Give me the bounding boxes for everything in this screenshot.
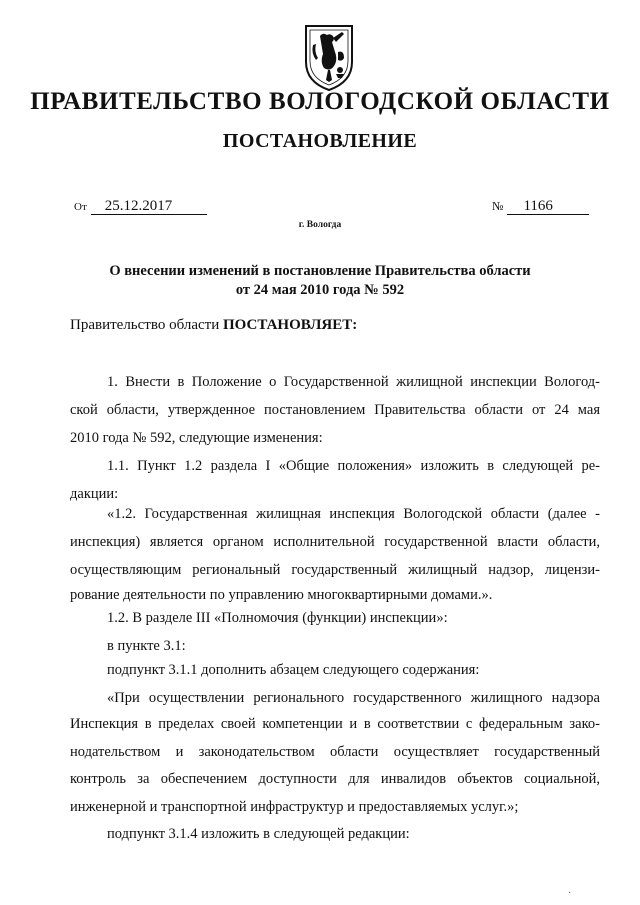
subject-line: от 24 мая 2010 года № 592 [235, 282, 405, 298]
body-line: инспекция) является органом исполнительной государственной власти области, [70, 534, 600, 550]
document-subject [0, 262, 640, 300]
body-line: подпункт 3.1.4 изложить в следующей редакции: [107, 826, 410, 842]
date-field [74, 198, 207, 215]
body-line: 1. Внести в Положение о Государственной жилищной инспекции Вологод- [107, 374, 600, 390]
subject-line: О внесении изменений в постановление Правительства области [109, 263, 531, 279]
coat-of-arms-icon [300, 22, 358, 92]
body-line: подпункт 3.1.1 дополнить абзацем следующего содержания: [107, 662, 480, 678]
body-line: 1.1. Пункт 1.2 раздела I «Общие положения» изложить в следующей ре- [107, 458, 600, 474]
body-line: осуществляющим региональный государственный жилищный надзор, лицензи- [70, 562, 600, 578]
document-type: ПОСТАНОВЛЕНИЕ [222, 130, 418, 152]
body-line: рование деятельности по управлению многоквартирными домами.». [70, 587, 493, 603]
body-line: «При осуществлении регионального государственного жилищного надзора [107, 690, 600, 706]
city: г. Вологда [298, 220, 342, 230]
body-line: в пункте 3.1: [107, 638, 186, 654]
page-mark: · [568, 888, 572, 899]
number-prefix: № [492, 199, 504, 213]
preamble-decree: ПОСТАНОВЛЯЕТ: [222, 317, 358, 333]
number-field [492, 198, 589, 215]
body-line: 1.2. В разделе III «Полномочия (функции) инспекции»: [107, 610, 448, 626]
body-line: инженерной и транспортной инфраструктур и предоставляемых услуг.»; [70, 799, 519, 815]
preamble-text: Правительство области [70, 317, 220, 333]
date-value: 25.12.2017 [91, 198, 207, 215]
number-value: 1166 [507, 198, 589, 215]
body-line: контроль за обеспечением доступности для инвалидов объектов социальной, [70, 771, 600, 787]
body-line: 2010 года № 592, следующие изменения: [70, 430, 323, 446]
body-line: Инспекция в пределах своей компетенции и в соответствии с федеральным зако- [70, 716, 600, 732]
body-line: дакции: [70, 486, 119, 502]
date-prefix: От [74, 201, 87, 213]
preamble [70, 317, 357, 334]
body-line: «1.2. Государственная жилищная инспекция Вологодской области (далее - [107, 506, 600, 522]
government-title: ПРАВИТЕЛЬСТВО ВОЛОГОДСКОЙ ОБЛАСТИ [30, 88, 610, 115]
body-line: ской области, утвержденное постановлением Правительства области от 24 мая [70, 402, 600, 418]
body-line: нодательством и законодательством области осуществляет государственный [70, 744, 600, 760]
